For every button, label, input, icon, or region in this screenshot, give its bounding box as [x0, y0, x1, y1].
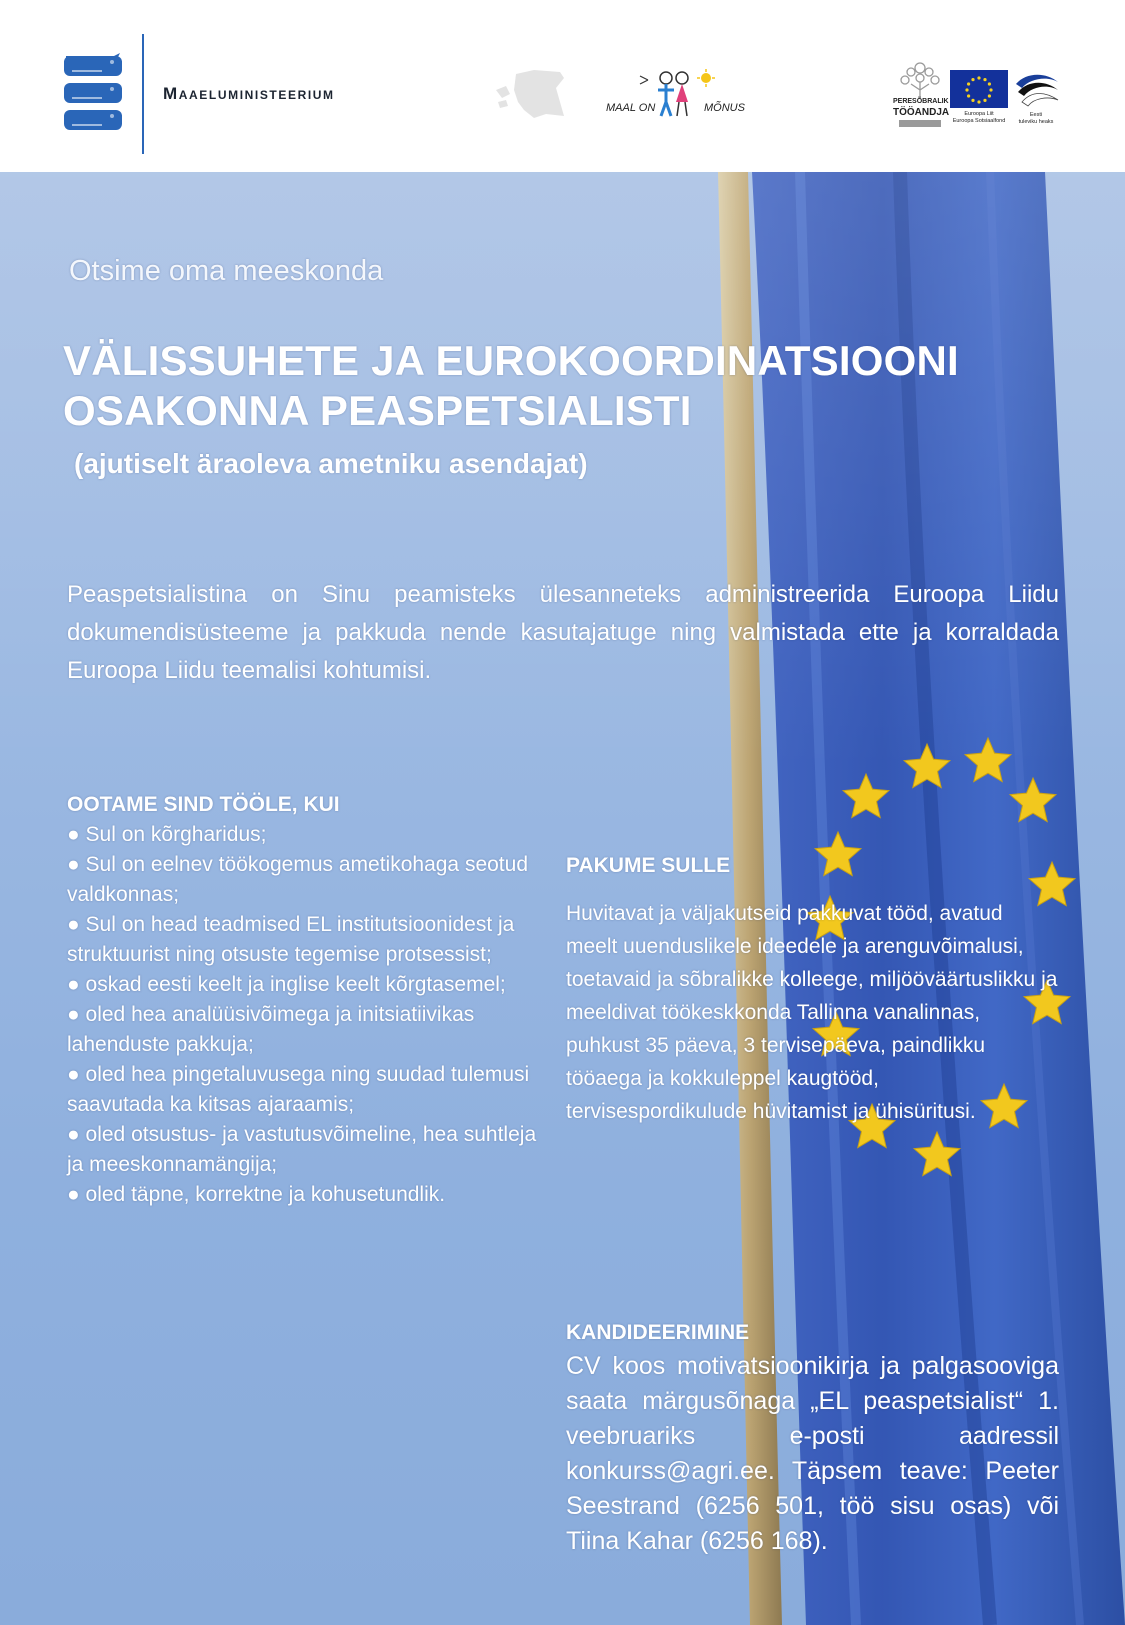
requirement-item: ● Sul on eelnev töökogemus ametikohaga seotud valdkonnas; — [67, 850, 547, 910]
requirement-item: ● oled otsustus- ja vastutusvõimeline, hea suhtleja ja meeskonnamängija; — [67, 1120, 547, 1180]
requirement-item: ● Sul on kõrgharidus; — [67, 820, 547, 850]
eu-flag-icon — [950, 70, 1008, 108]
requirement-item: ● oskad eesti keelt ja inglise keelt kõrgtasemel; — [67, 970, 547, 1000]
header-bar — [0, 0, 1125, 172]
eu-logo-line2: Euroopa Sotsiaalfond — [952, 118, 1006, 124]
intro-text: Otsime oma meeskonda — [69, 255, 384, 287]
apply-heading: KANDIDEERIMINE — [566, 1321, 750, 1344]
requirements-list — [67, 820, 547, 1210]
family-friendly-employer-logo — [893, 60, 950, 132]
family-logo-line1: PERESÕBRALIK — [893, 98, 949, 105]
tree-icon — [893, 60, 947, 98]
requirement-item: ● oled hea analüüsivõimega ja initsiatiivikas lahenduste pakkuja; — [67, 1000, 547, 1060]
job-title-line: OSAKONNA PEASPETSIALISTI — [63, 387, 692, 434]
offer-heading: PAKUME SULLE — [566, 854, 731, 877]
estonia-future-logo — [1012, 70, 1060, 126]
maal-logo-left-text: MAAL ON — [606, 102, 656, 114]
requirements-heading: OOTAME SIND TÖÖLE, KUI — [67, 793, 340, 816]
maal-on-monus-logo — [606, 66, 746, 124]
ministry-name: Maaeluministeerium — [163, 84, 335, 103]
header-divider — [142, 34, 144, 154]
apply-text: CV koos motivatsioonikirja ja palgasooviga saata märgusõnaga „EL peaspetsialist“ 1. veebruariks e-posti aadressil konkurss@agri.ee. Täpsem teave: Peeter Seestrand (6256 501, töö sisu osas) või Tiina Kahar (6256 168). — [566, 1352, 1059, 1555]
requirement-item: ● Sul on head teadmised EL institutsioonidest ja struktuurist ning otsuste tegemise protsessist; — [67, 910, 547, 970]
job-title — [63, 336, 1043, 436]
swoosh-icon — [1012, 70, 1060, 110]
job-subtitle: (ajutiselt äraoleva ametniku asendajat) — [74, 448, 588, 479]
future-logo-line2: tuleviku heaks — [1018, 119, 1054, 125]
maal-logo-right-text: MÕNUS — [704, 102, 745, 114]
requirement-item: ● oled täpne, korrektne ja kohusetundlik. — [67, 1180, 547, 1210]
offer-text: Huvitavat ja väljakutseid pakkuvat tööd, avatud meelt uuenduslikele ideedele ja arenguvõimalusi, toetavaid ja sõbralikke kolleege, miljööväärtuslikku ja meeldivat töökeskkonda Tallinna vanalinnas, puhkust 35 päeva, 3 tervisepäeva, paindlikku tööaega ja kokkuleppel kaugtööd, tervisespordikulude hüvitamist ja ühisüritusi. — [566, 902, 1058, 1123]
coat-of-arms-icon — [62, 52, 124, 136]
job-title-line: VÄLISSUHETE JA EUROKOORDINATSIOONI — [63, 337, 959, 384]
estonia-map-icon — [494, 68, 566, 120]
future-logo-line1: Eesti — [1029, 112, 1043, 118]
job-description: Peaspetsialistina on Sinu peamisteks ülesanneteks administreerida Euroopa Liidu dokumendisüsteeme ja pakkuda nende kasutajatuge ning valmistada ette ja korraldada Euroopa Liidu teemalisi kohtumisi. — [67, 581, 1059, 684]
eu-logo-line1: Euroopa Liit — [964, 111, 994, 117]
requirement-item: ● oled hea pingetaluvusega ning suudad tulemusi saavutada ka kitsas ajaraamis; — [67, 1060, 547, 1120]
eu-social-fund-logo — [950, 70, 1008, 126]
family-logo-line2: TÖÖANDJA — [893, 107, 950, 118]
family-logo-badge — [899, 120, 941, 127]
